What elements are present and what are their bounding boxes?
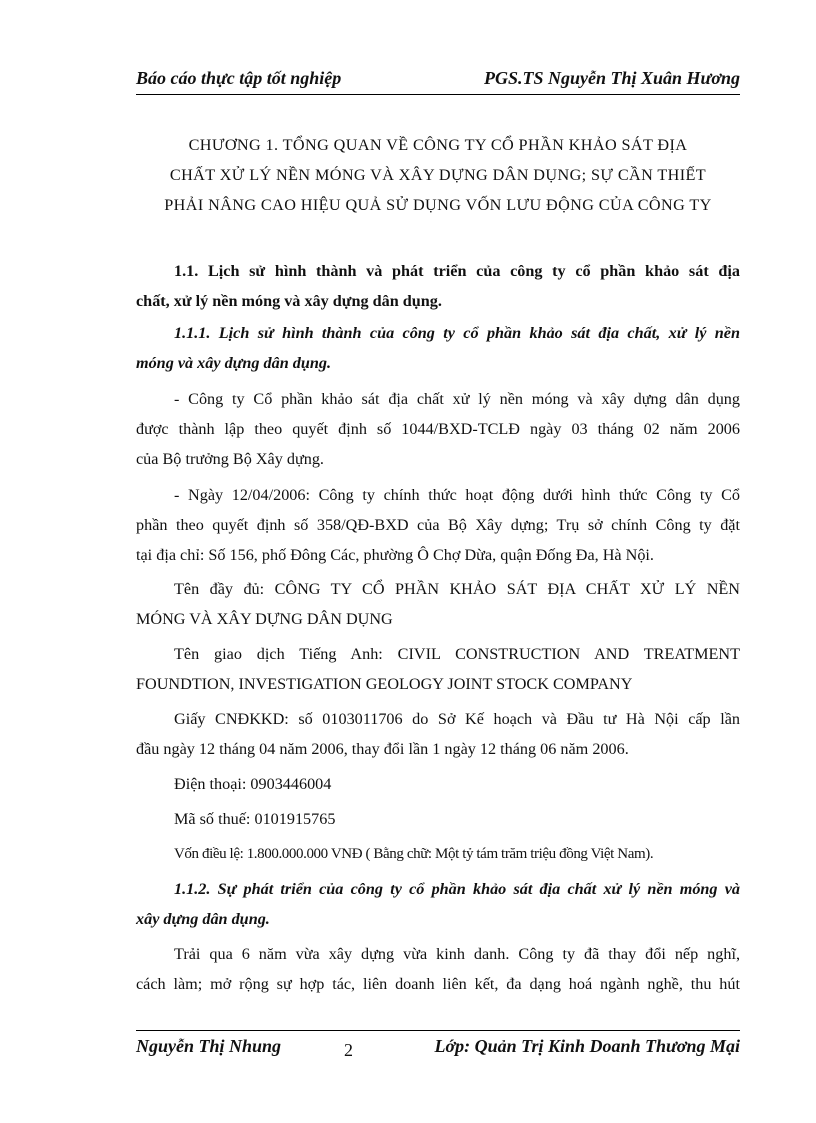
paragraph-line: đầu ngày 12 tháng 04 năm 2006, thay đổi lần 1 ngày 12 tháng 06 năm 2006. xyxy=(136,740,629,758)
phone-line: Điện thoại: 0903446004 xyxy=(174,775,332,793)
chapter-title-line: CHƯƠNG 1. TỔNG QUAN VỀ CÔNG TY CỔ PHẦN KHẢO SÁT ĐỊA xyxy=(188,136,688,154)
heading-line: móng và xây dựng dân dụng. xyxy=(136,354,331,372)
paragraph-line: - Ngày 12/04/2006: Công ty chính thức hoạt động dưới hình thức Công ty Cổ xyxy=(174,486,740,504)
paragraph-line: được thành lập theo quyết định số 1044/BXD-TCLĐ ngày 03 tháng 02 năm 2006 xyxy=(136,420,740,438)
paragraph-line: phần theo quyết định số 358/QĐ-BXD của Bộ Xây dựng; Trụ sở chính Công ty đặt xyxy=(136,516,740,534)
heading-line: 1.1. Lịch sử hình thành và phát triển của công ty cổ phần khảo sát địa xyxy=(174,262,740,280)
tax-code-line: Mã số thuế: 0101915765 xyxy=(174,810,336,828)
paragraph-operation-start xyxy=(136,480,740,570)
paragraph-tax-code xyxy=(136,804,740,834)
heading-line: 1.1.2. Sự phát triển của công ty cổ phần khảo sát địa chất xử lý nền móng và xyxy=(174,880,740,898)
heading-line: xây dựng dân dụng. xyxy=(136,910,270,928)
page-number: 2 xyxy=(344,1040,353,1060)
footer-divider xyxy=(136,1030,740,1031)
page-footer xyxy=(136,1036,740,1062)
page-header xyxy=(136,68,740,95)
chapter-title-line: PHẢI NÂNG CAO HIỆU QUẢ SỬ DỤNG VỐN LƯU ĐỘNG CỦA CÔNG TY xyxy=(164,196,712,214)
paragraph-line: cách làm; mở rộng sự hợp tác, liên doanh liên kết, đa dạng hoá ngành nghề, thu hút xyxy=(136,975,740,993)
footer-class: Lớp: Quản Trị Kinh Doanh Thương Mại xyxy=(434,1036,740,1056)
paragraph-line: Giấy CNĐKKD: số 0103011706 do Sở Kế hoạch và Đầu tư Hà Nội cấp lần xyxy=(174,710,740,728)
chapter-title-line: CHẤT XỬ LÝ NỀN MÓNG VÀ XÂY DỰNG DÂN DỤNG; SỰ CẦN THIẾT xyxy=(169,166,707,184)
footer-author: Nguyễn Thị Nhung xyxy=(136,1036,282,1056)
chapter-title xyxy=(136,130,740,220)
paragraph-business-license xyxy=(136,704,740,764)
paragraph-line: Tên đầy đủ: CÔNG TY CỔ PHẦN KHẢO SÁT ĐỊA CHẤT XỬ LÝ NỀN xyxy=(174,580,740,598)
paragraph-development xyxy=(136,939,740,999)
heading-line: 1.1.1. Lịch sử hình thành của công ty cổ phần khảo sát địa chất, xử lý nền xyxy=(174,324,740,342)
paragraph-line: của Bộ trưởng Bộ Xây dựng. xyxy=(136,450,324,468)
paragraph-establishment xyxy=(136,384,740,474)
header-report-title: Báo cáo thực tập tốt nghiệp xyxy=(136,68,342,88)
paragraph-line: tại địa chỉ: Số 156, phố Đông Các, phường Ô Chợ Dừa, quận Đống Đa, Hà Nội. xyxy=(136,546,654,564)
paragraph-line: Trải qua 6 năm vừa xây dựng vừa kinh danh. Công ty đã thay đổi nếp nghĩ, xyxy=(174,945,740,963)
paragraph-line: Tên giao dịch Tiếng Anh: CIVIL CONSTRUCTION AND TREATMENT xyxy=(174,645,740,663)
paragraph-english-name xyxy=(136,639,740,699)
section-1-1-1-heading xyxy=(136,318,740,378)
paragraph-line: FOUNDTION, INVESTIGATION GEOLOGY JOINT STOCK COMPANY xyxy=(136,675,633,693)
section-1-1-heading xyxy=(136,256,740,316)
capital-line: Vốn điều lệ: 1.800.000.000 VNĐ ( Bằng chữ: Một tỷ tám trăm triệu đồng Việt Nam). xyxy=(174,846,654,862)
paragraph-full-name xyxy=(136,574,740,634)
paragraph-line: - Công ty Cổ phần khảo sát địa chất xử lý nền móng và xây dựng dân dụng xyxy=(174,390,740,408)
paragraph-charter-capital xyxy=(136,839,740,869)
header-supervisor: PGS.TS Nguyễn Thị Xuân Hương xyxy=(484,68,740,88)
paragraph-line: MÓNG VÀ XÂY DỰNG DÂN DỤNG xyxy=(136,610,393,628)
heading-line: chất, xử lý nền móng và xây dựng dân dụng. xyxy=(136,292,442,310)
section-1-1-2-heading xyxy=(136,874,740,934)
paragraph-phone xyxy=(136,769,740,799)
